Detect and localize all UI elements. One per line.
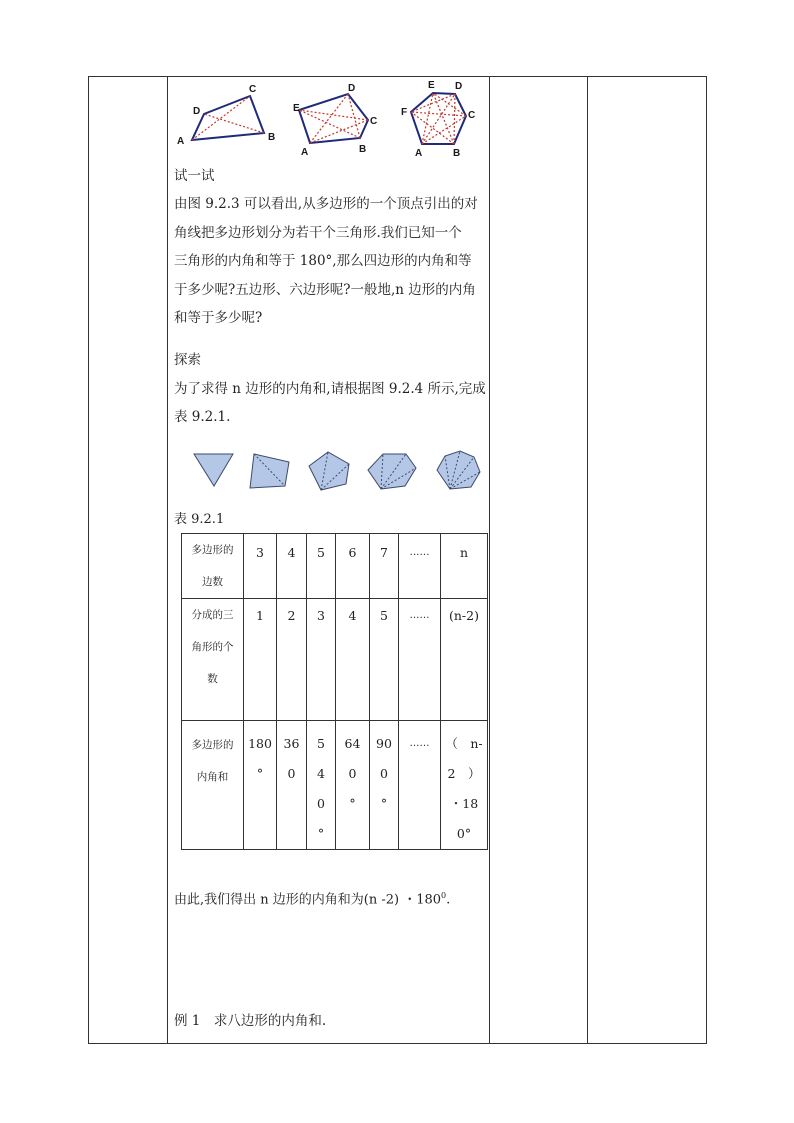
- column-divider-3: [587, 76, 588, 1043]
- polygon-triangulation-figure: [188, 448, 484, 494]
- table-cell: （ n- 2 ） ・18 0°: [441, 721, 488, 850]
- conclusion-superscript: 0: [441, 891, 447, 900]
- table-cell: 2: [277, 599, 307, 721]
- section-try-line-3: 三角形的内角和等于 180°,那么四边形的内角和等: [174, 253, 472, 269]
- table-cell: (n-2): [441, 599, 488, 721]
- hexa-label-a: A: [415, 148, 423, 159]
- polygon-diagonal-figure: [172, 78, 482, 160]
- table-row: [182, 721, 488, 850]
- table-row: [182, 599, 488, 721]
- table-cell: 3: [307, 599, 336, 721]
- table-cell: 36 0: [277, 721, 307, 850]
- quad-label-c: C: [249, 84, 257, 95]
- table-cell: 180 °: [244, 721, 277, 850]
- table-cell: 90 0 °: [370, 721, 399, 850]
- section-try-line-4: 于多少呢?五边形、六边形呢?一般地,n 边形的内角: [174, 281, 476, 298]
- section-try-line-5: 和等于多少呢?: [174, 310, 263, 326]
- section-explore-line-2: 表 9.2.1.: [174, 409, 231, 425]
- section-explore: [174, 346, 486, 432]
- quadrilateral-figure: [177, 84, 275, 147]
- triangle-shape: [194, 454, 233, 486]
- table-cell: ……: [399, 721, 441, 850]
- example-1: 例 1 求八边形的内角和.: [174, 1013, 327, 1029]
- quadrilateral-shape: [250, 454, 289, 488]
- hexa-label-f: F: [401, 107, 408, 118]
- table-cell: 4: [277, 534, 307, 599]
- hexagon-shape: [368, 454, 416, 489]
- row-header-angle-sum: 多边形的 内角和: [182, 721, 244, 850]
- quad-label-a: A: [177, 136, 185, 147]
- penta-label-d: D: [348, 83, 356, 94]
- section-try-line-1: 由图 9.2.3 可以看出,从多边形的一个顶点引出的对: [174, 196, 478, 212]
- section-explore-title: 探索: [174, 352, 201, 368]
- table-cell: 5: [370, 599, 399, 721]
- table-cell: 4: [336, 599, 370, 721]
- table-cell: 5 4 0 °: [307, 721, 336, 850]
- penta-label-a: A: [301, 147, 309, 158]
- pentagon-shape: [309, 452, 349, 490]
- column-divider-1: [167, 76, 168, 1043]
- polygon-angle-table: [181, 533, 488, 850]
- heptagon-shape: [437, 451, 480, 489]
- conclusion-line: [174, 886, 450, 910]
- quad-label-b: B: [268, 132, 276, 143]
- section-try-body: [174, 190, 486, 333]
- table-cell: 7: [370, 534, 399, 599]
- hexa-label-b: B: [453, 148, 461, 159]
- row-header-triangles: 分成的三 角形的个 数: [182, 599, 244, 721]
- table-caption: 表 9.2.1: [174, 512, 225, 527]
- table-cell: 1: [244, 599, 277, 721]
- penta-label-e: E: [293, 103, 300, 114]
- penta-label-c: C: [370, 116, 378, 127]
- hexagon-figure: [401, 80, 475, 159]
- conclusion-end: .: [446, 892, 451, 908]
- table-cell: n: [441, 534, 488, 599]
- hexa-label-e: E: [428, 80, 435, 91]
- section-try-title: 试一试: [174, 168, 215, 184]
- section-explore-line-1: 为了求得 n 边形的内角和,请根据图 9.2.4 所示,完成: [174, 380, 486, 397]
- table-row: [182, 534, 488, 599]
- hexa-label-c: C: [468, 110, 476, 121]
- table-cell: 6: [336, 534, 370, 599]
- quad-label-d: D: [193, 106, 201, 117]
- column-divider-2: [489, 76, 490, 1043]
- table-cell: ……: [399, 534, 441, 599]
- hexa-label-d: D: [455, 81, 463, 92]
- table-cell: 5: [307, 534, 336, 599]
- row-header-sides: 多边形的 边数: [182, 534, 244, 599]
- section-try-line-2: 角线把多边形划分为若干个三角形.我们已知一个: [174, 224, 462, 241]
- pentagon-figure: [293, 83, 377, 158]
- penta-label-b: B: [359, 144, 367, 155]
- conclusion-text: 由此,我们得出 n 边形的内角和为(n -2) ・180: [174, 892, 442, 908]
- table-cell: 64 0 °: [336, 721, 370, 850]
- table-cell: ……: [399, 599, 441, 721]
- table-cell: 3: [244, 534, 277, 599]
